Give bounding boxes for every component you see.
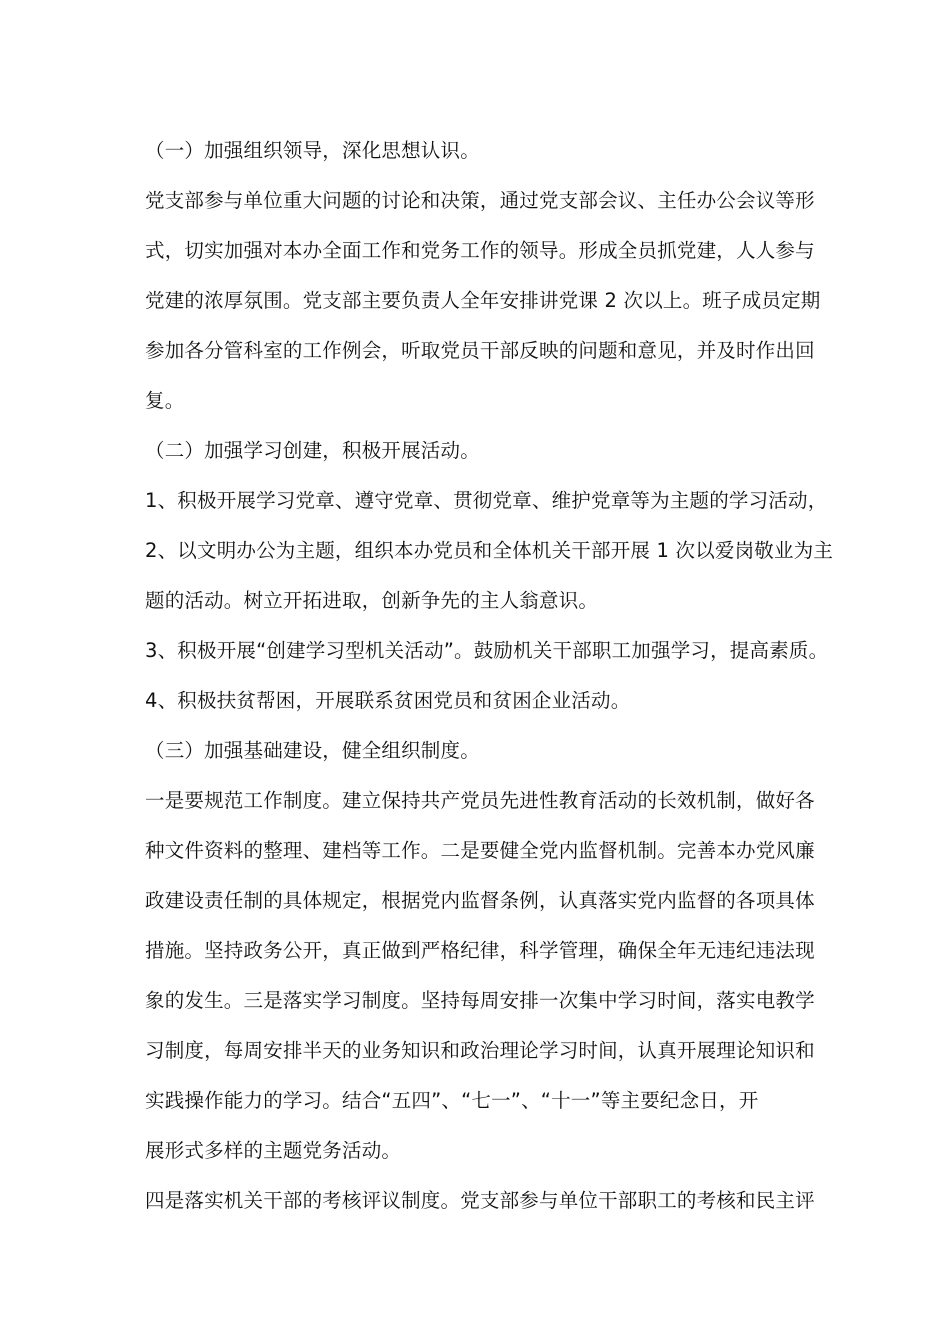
paragraph-line: 党支部参与单位重大问题的讨论和决策，通过党支部会议、主任办公会议等形	[145, 189, 815, 212]
paragraph-line: 象的发生。三是落实学习制度。坚持每周安排一次集中学习时间，落实电教学	[145, 989, 815, 1012]
paragraph-line: 四是落实机关干部的考核评议制度。党支部参与单位干部职工的考核和民主评	[145, 1189, 815, 1212]
paragraph-line: 种文件资料的整理、建档等工作。二是要健全党内监督机制。完善本办党风廉	[145, 839, 815, 862]
paragraph-line: 政建设责任制的具体规定，根据党内监督条例，认真落实党内监督的各项具体	[145, 889, 815, 912]
paragraph-line: 一是要规范工作制度。建立保持共产党员先进性教育活动的长效机制，做好各	[145, 789, 815, 812]
paragraph-line: 党建的浓厚氛围。党支部主要负责人全年安排讲党课 2 次以上。班子成员定期	[145, 289, 821, 312]
section-heading-3: （三）加强基础建设，健全组织制度。	[145, 739, 480, 762]
list-item: 1、积极开展学习党章、遵守党章、贯彻党章、维护党章等为主题的学习活动，	[145, 489, 828, 512]
list-item: 2、以文明办公为主题，组织本办党员和全体机关干部开展 1 次以爱岗敬业为主	[145, 539, 834, 562]
section-heading-2: （二）加强学习创建，积极开展活动。	[145, 439, 480, 462]
paragraph-line: 措施。坚持政务公开，真正做到严格纪律，科学管理，确保全年无违纪违法现	[145, 939, 815, 962]
paragraph-line: 习制度，每周安排半天的业务知识和政治理论学习时间，认真开展理论知识和	[145, 1039, 815, 1062]
list-item: 4、积极扶贫帮困，开展联系贫困党员和贫困企业活动。	[145, 689, 631, 712]
section-heading-1: （一）加强组织领导，深化思想认识。	[145, 139, 480, 162]
paragraph-line: 实践操作能力的学习。结合“五四”、“七一”、“十一”等主要纪念日，开	[145, 1089, 759, 1112]
paragraph-line: 展形式多样的主题党务活动。	[145, 1139, 402, 1162]
list-item: 3、积极开展“创建学习型机关活动”。鼓励机关干部职工加强学习，提高素质。	[145, 639, 829, 662]
list-item-continuation: 题的活动。树立开拓进取，创新争先的主人翁意识。	[145, 589, 599, 612]
paragraph-line: 式，切实加强对本办全面工作和党务工作的领导。形成全员抓党建，人人参与	[145, 239, 815, 262]
paragraph-line: 复。	[145, 389, 185, 412]
paragraph-line: 参加各分管科室的工作例会，听取党员干部反映的问题和意见，并及时作出回	[145, 339, 815, 362]
